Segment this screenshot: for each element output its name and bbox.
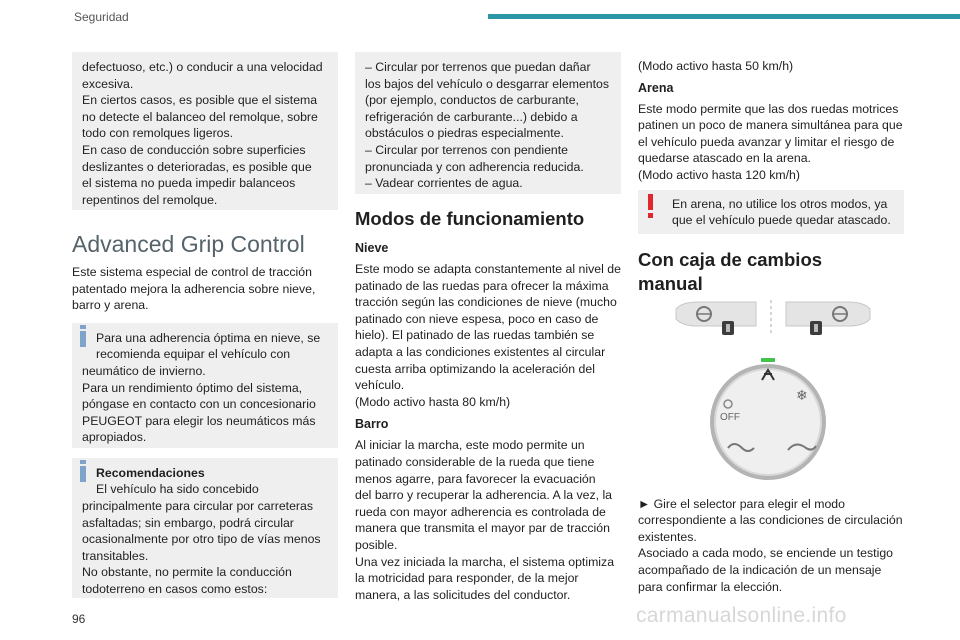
mud-line: la motricidad para responder, de la mejor: [355, 571, 579, 586]
restriction-line: (por ejemplo, conductos de carburante,: [365, 93, 579, 108]
info-line: neumático de invierno.: [82, 363, 206, 378]
info-line: principalmente para circular por carreteras: [82, 498, 314, 513]
info-line: Para un rendimiento óptimo del sistema,: [82, 380, 303, 395]
snow-line: (Modo activo hasta 80 km/h): [355, 394, 511, 409]
restriction-line: pronunciada y con adherencia reducida.: [365, 159, 584, 174]
column-1: [72, 52, 338, 598]
sand-mode-paragraph: [638, 101, 904, 184]
snow-line: Este modo se adapta constantemente al nivel de: [355, 262, 621, 276]
grip-control-selector-illustration: [638, 300, 904, 490]
warning-line: que el vehículo puede quedar atascado.: [672, 213, 891, 228]
restriction-line: los bajos del vehículo o desgarrar elementos: [365, 76, 610, 91]
info-icon: [80, 460, 86, 482]
warning-icon: [648, 194, 653, 218]
sand-line: patinen un poco de manera simultánea para que: [638, 118, 903, 133]
operating-modes-heading: Modos de funcionamiento: [355, 208, 585, 229]
info-line: todoterreno en casos como estos:: [82, 581, 268, 596]
rotary-mode-selector: [710, 358, 826, 480]
mud-line: del barro y recuperar la adherencia. A la vez, la: [355, 488, 613, 503]
intro-line: patentado mejora la adherencia sobre nieve,: [72, 281, 316, 296]
instruction-line: existentes.: [638, 529, 697, 544]
info-line: póngase en contacto con un concesionario: [82, 397, 316, 412]
note-line: repentinos del remolque.: [82, 192, 218, 207]
snow-line: tracción según las condiciones de nieve (mucho: [355, 295, 617, 310]
info-line: PEUGEOT para elegir los neumáticos más: [82, 413, 316, 428]
restriction-line: – Circular por terrenos con pendiente: [365, 142, 569, 157]
trailer-stability-note-box: [72, 52, 338, 210]
info-line: ocasionalmente por otro tipo de vías menos: [82, 532, 321, 547]
restriction-line: obstáculos o piedras especialmente.: [365, 126, 564, 141]
recommendations-info-box: [72, 458, 338, 598]
instruction-line: correspondiente a las condiciones de circulación: [638, 513, 903, 528]
snow-line: hielo). El patinado de las ruedas también se: [355, 328, 595, 343]
warning-lamp-right: [786, 302, 870, 335]
restriction-line: – Vadear corrientes de agua.: [365, 176, 523, 191]
restriction-line: refrigeración de carburante...) debido a: [365, 109, 578, 124]
note-line: el sistema no pueda impedir balanceos: [82, 176, 296, 191]
note-line: defectuoso, etc.) o conducir a una velocidad: [82, 60, 323, 74]
winter-tyre-info-box: [72, 323, 338, 448]
manual-heading-line: Con caja de cambios: [638, 248, 823, 270]
instruction-line: acompañado de la indicación de un mensaje: [638, 562, 882, 577]
info-line: recomienda equipar el vehículo con: [96, 347, 291, 362]
warning-lamp-left: [676, 302, 756, 335]
note-line: deslizantes o deterioradas, es posible que: [82, 159, 312, 174]
intro-paragraph: [72, 264, 338, 314]
info-line: transitables.: [82, 548, 149, 563]
mud-line: posible.: [355, 537, 398, 552]
snow-line: cuesta arriba optimizando la aceleración del: [355, 361, 595, 376]
instruction-line: Asociado a cada modo, se enciende un testigo: [638, 546, 893, 561]
sand-line: el vehículo pueda avanzar y limitar el riesgo de: [638, 134, 895, 149]
info-line: Para una adherencia óptima en nieve, se: [96, 330, 321, 345]
sand-line: quedarse atascado en la arena.: [638, 151, 811, 166]
selector-instructions: [638, 496, 904, 596]
note-line: excesiva.: [82, 76, 134, 91]
snow-line: vehículo.: [355, 378, 405, 393]
sand-warning-box: [638, 190, 904, 234]
restriction-line: – Circular por terrenos que puedan dañar: [365, 60, 591, 74]
info-line: No obstante, no permite la conducción: [82, 565, 292, 580]
snow-line: adapta a las condiciones existentes al circular: [355, 344, 606, 359]
mud-line: manera que transmita el mayor par de tracción: [355, 521, 610, 536]
manual-gearbox-heading: [638, 248, 904, 296]
mud-line: Al iniciar la marcha, este modo permite un: [355, 438, 585, 453]
recommendations-title: Recomendaciones: [96, 465, 205, 480]
column-3: [638, 58, 904, 595]
off-label: OFF: [720, 411, 740, 423]
svg-text:❄: ❄: [796, 387, 808, 404]
intro-line: barro y arena.: [72, 298, 149, 313]
sand-line: Este modo permite que las dos ruedas motrices: [638, 101, 899, 116]
info-line: asfaltadas; sin embargo, podrá circular: [82, 515, 294, 530]
note-line: no detecte el balanceo del remolque, sobre: [82, 109, 318, 124]
mud-line: manera, a las solicitudes del conductor.: [355, 587, 571, 602]
warning-line: En arena, no utilice los otros modos, ya: [672, 196, 888, 211]
instruction-line: para confirmar la elección.: [638, 579, 783, 594]
mud-line: patinado considerable de la rueda que tiene: [355, 454, 595, 469]
snow-mode-title: Nieve: [355, 241, 389, 255]
advanced-grip-control-heading: Advanced Grip Control: [72, 231, 305, 257]
snow-line: patinado de las ruedas para ofrecer la máxima: [355, 278, 609, 293]
mud-line: menos agarre, para favorecer la evacuación: [355, 471, 596, 486]
header-accent-bar: [488, 14, 960, 19]
note-line: En caso de conducción sobre superficies: [82, 142, 306, 157]
header-section-title: Seguridad: [74, 10, 129, 24]
mud-mode-title: Barro: [355, 417, 389, 432]
offroad-restrictions-box: [355, 52, 621, 194]
note-line: En ciertos casos, es posible que el sistema: [82, 93, 318, 108]
page-number: 96: [72, 612, 86, 626]
info-line: apropiados.: [82, 430, 147, 445]
info-line: El vehículo ha sido concebido: [96, 482, 259, 497]
snow-line: patinado con nieve espesa, poco en caso de: [355, 311, 599, 326]
sand-mode-title: Arena: [638, 80, 674, 95]
manual-heading-line: manual: [638, 272, 703, 294]
mud-line: rueda con mayor adherencia es controlada de: [355, 504, 606, 519]
mud-speed-line: (Modo activo hasta 50 km/h): [638, 59, 794, 73]
column-2: [355, 52, 621, 603]
note-line: todo con remolques ligeros.: [82, 126, 234, 141]
sand-line: (Modo activo hasta 120 km/h): [638, 167, 800, 182]
info-icon: [80, 325, 86, 347]
mud-line: Una vez iniciada la marcha, el sistema optimiza: [355, 554, 615, 569]
intro-line: Este sistema especial de control de tracción: [72, 265, 312, 279]
instruction-line: ► Gire el selector para elegir el modo: [638, 496, 845, 511]
snow-mode-paragraph: [355, 261, 621, 410]
watermark: carmanualsonline.info: [636, 604, 847, 627]
mud-mode-paragraph: [355, 437, 621, 603]
